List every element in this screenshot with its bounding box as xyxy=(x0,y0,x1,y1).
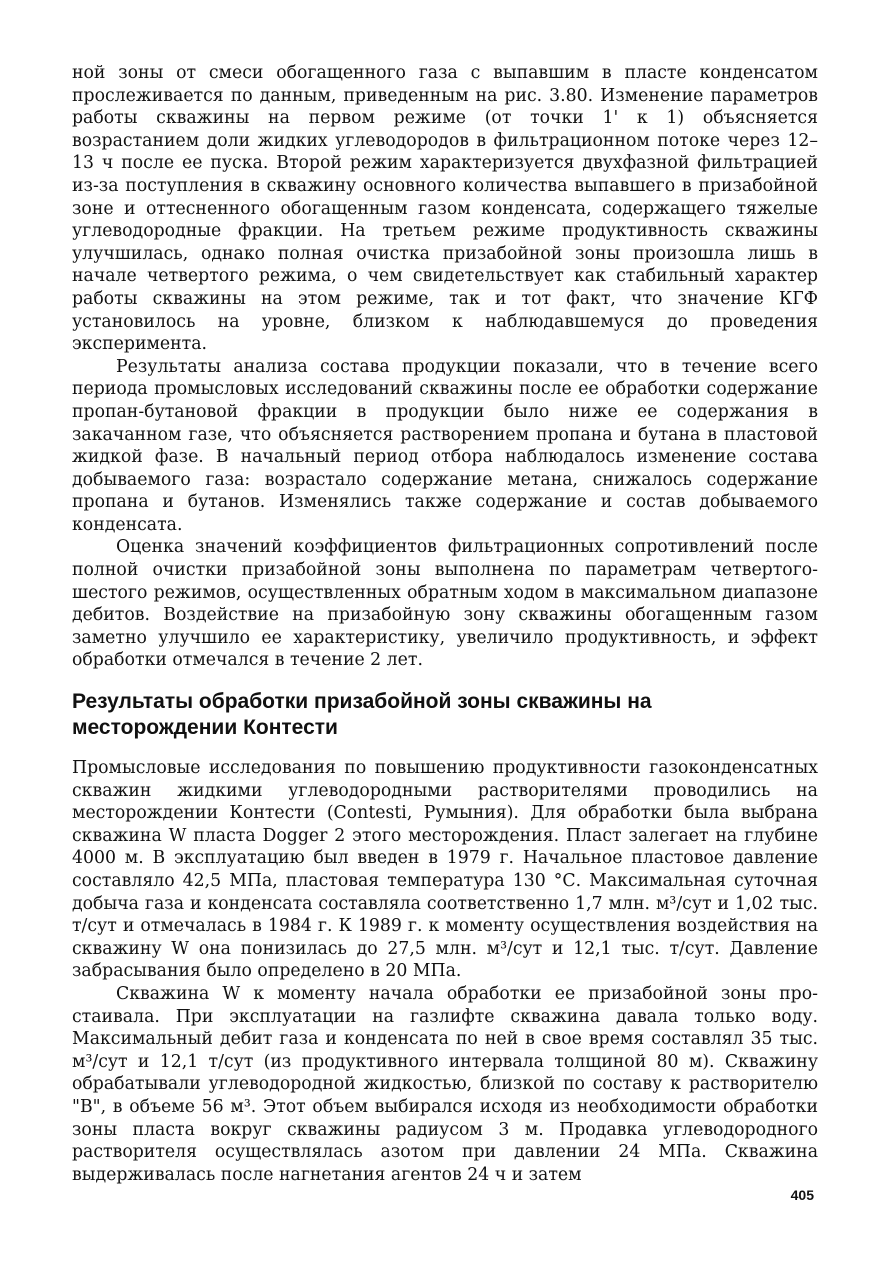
page-body xyxy=(72,62,818,1186)
paragraph-4: Промысловые исследования по повышению продуктивности газоконденсатных скважин жидкими углеводородными растворителями проводились на месторождении Контести (Contesti, Румыния). Для обработки была выбрана скважина W пласта Dogger 2 этого месторождения. Пласт залегает на глубине 4000 м. В эксплуатацию был введен в 1979 г. Начальное пластовое давление составляло 42,5 МПа, пластовая температура 130 °С. Максимальная суточная добыча газа и конденсата составляла соответственно 1,7 млн. м³/сут и 1,02 тыс. т/сут и отмечалась в 1984 г. К 1989 г. к моменту осуществления воздействия на скважину W она понизилась до 27,5 млн. м³/сут и 12,1 тыс. т/сут. Давление забрасывания было определено в 20 МПа. xyxy=(72,758,818,982)
paragraph-5: Скважина W к моменту начала обработки ее призабойной зоны простаивала. При эксплуатации на газлифте скважина давала только воду. Максимальный дебит газа и конденсата по ней в свое время составлял 35 тыс. м³/сут и 12,1 т/сут (из продуктивного интервала толщиной 80 м). Скважину обрабатывали углеводородной жидкостью, близкой по составу к растворителю "В", в объеме 56 м³. Этот объем выбирался исходя из необходимости обработки зоны пласта вокруг скважины радиусом 3 м. Продавка углеводородного растворителя осуществлялась азотом при давлении 24 МПа. Скважина выдерживалась после нагнетания агентов 24 ч и затем xyxy=(72,983,818,1185)
paragraph-2: Результаты анализа состава продукции показали, что в течение всего периода промысловых исследований скважины после ее обработки содержание пропан-бутановой фракции в продукции было ниже ее содержания в закачанном газе, что объясняется растворением пропана и бутана в пластовой жидкой фазе. В начальный период отбора наблюдалось изменение состава добываемого газа: возрастало содержание метана, снижалось содержание пропана и бутанов. Изменялись также содержание и состав добываемого конденсата. xyxy=(72,356,818,535)
section-heading xyxy=(72,689,818,741)
section-heading-text: Результаты обработки призабойной зоны скважины на месторождении Контести xyxy=(72,690,652,740)
paragraph-3: Оценка значений коэффициентов фильтрационных сопротивлений после полной очистки призабойной зоны выполнена по параметрам четвертого-шестого режимов, осуществленных обратным ходом в максимальном диапазоне дебитов. Воздействие на призабойную зону скважины обогащенным газом заметно улучшило ее характеристику, увеличило продуктивность, и эффект обработки отмечался в течение 2 лет. xyxy=(72,537,818,671)
paragraph-1: ной зоны от смеси обогащенного газа с выпавшим в пласте конденсатом прослеживается по данным, приведенным на рис. 3.80. Изменение параметров работы скважины на первом режиме (от точки 1' к 1) объясняется возрастанием доли жидких углеводородов в фильтрационном потоке через 12–13 ч после ее пуска. Второй режим характеризуется двухфазной фильтрацией из-за поступления в скважину основного количества выпавшего в призабойной зоне и оттесненного обогащенным газом конденсата, содержащего тяжелые углеводородные фракции. На третьем режиме продуктивность скважины улучшилась, однако полная очистка призабойной зоны произошла лишь в начале четвертого режима, о чем свидетельствует как стабильный характер работы скважины на этом режиме, так и тот факт, что значение КГФ установилось на уровне, близком к наблюдавшемуся до проведения эксперимента. xyxy=(72,63,818,355)
page-number: 405 xyxy=(790,1187,814,1203)
